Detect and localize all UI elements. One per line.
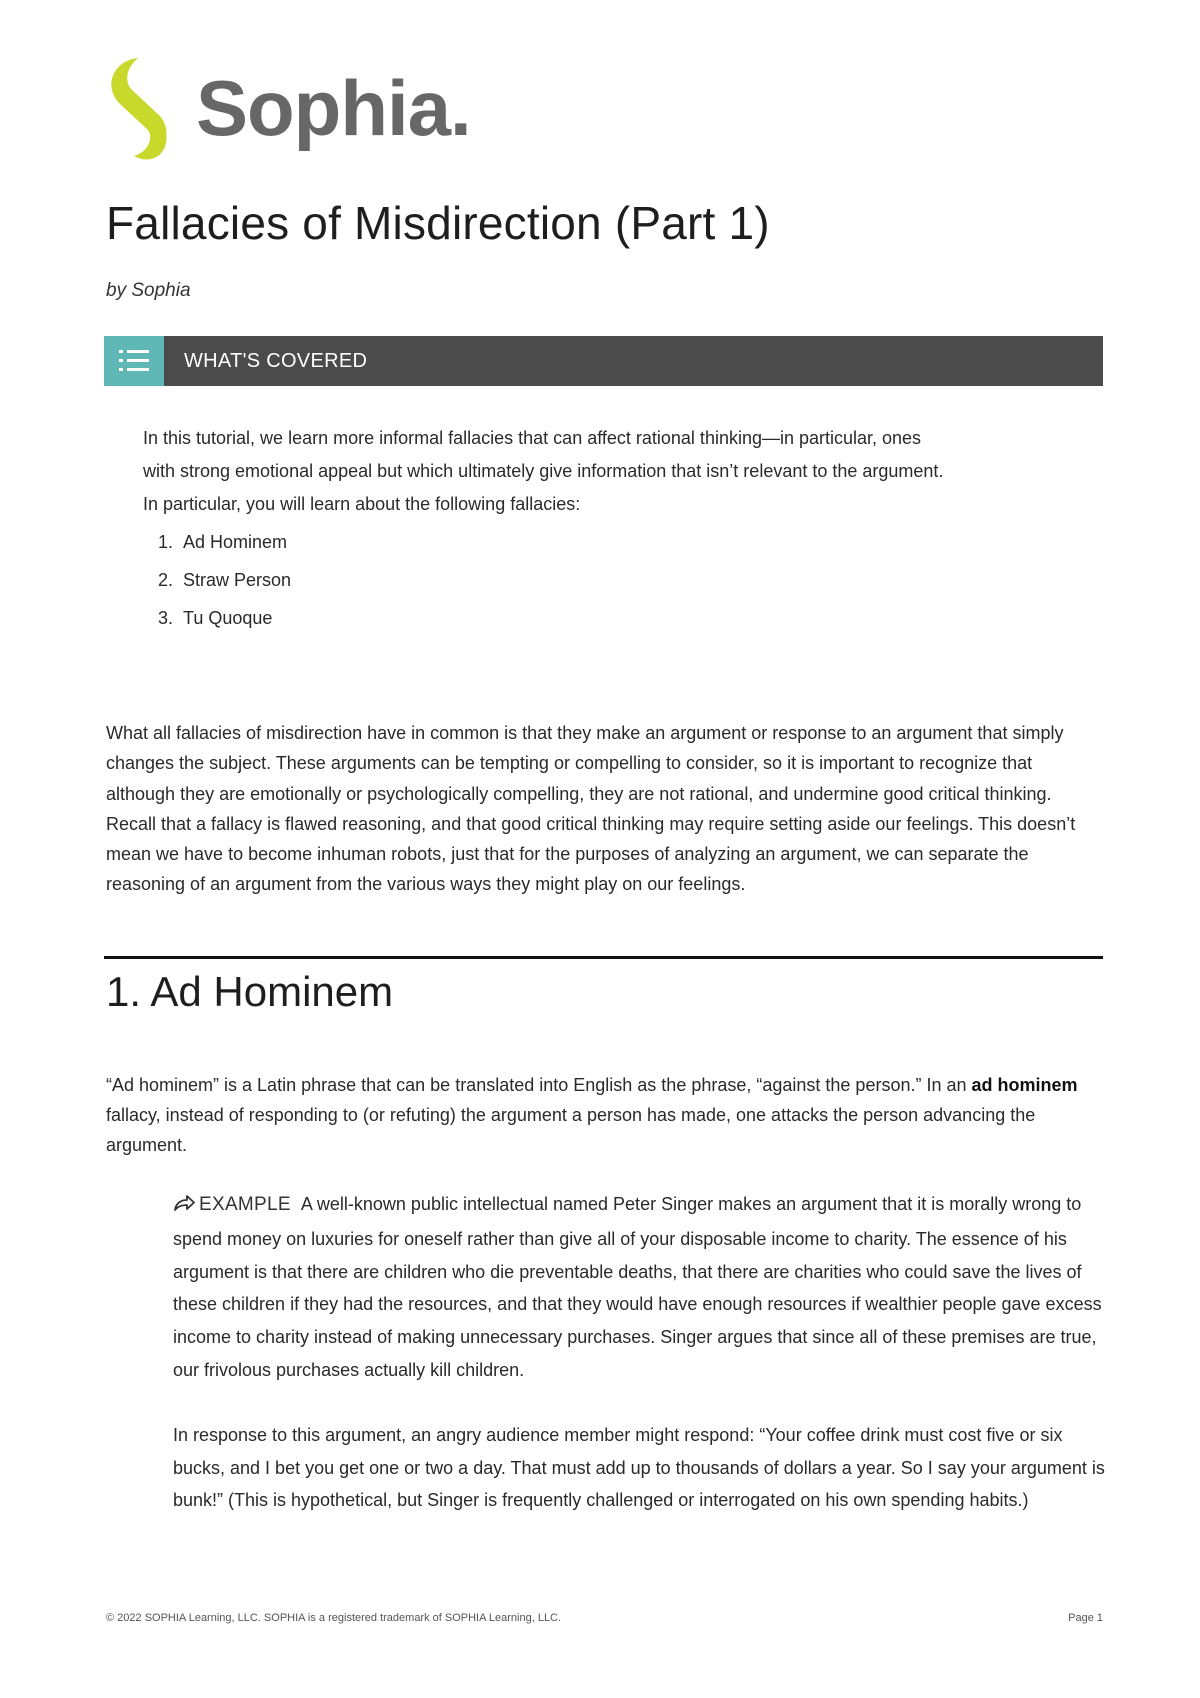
list-text: Straw Person <box>183 569 292 590</box>
share-arrow-icon <box>173 1190 195 1223</box>
intro-paragraph: What all fallacies of misdirection have in common is that they make an argument or response to an argument that simply changes the subject. These arguments can be tempting or compelling to consider, so it is important to recognize that although they are emotionally or psychologically compelling, they are not rational, and undermine good critical thinking. Recall that a fallacy is flawed reasoning, and that good critical thinking may require setting aside our feelings. This doesn’t mean we have to become inhuman robots, just that for the purposes of analyzing an argument, we can separate the reasoning of an argument from the various ways they might play on our feelings. <box>106 723 1076 895</box>
list-item <box>143 561 1083 599</box>
definition-text: fallacy, instead of responding to (or refuting) the argument a person has made, one attacks the person advancing the argument. <box>106 1105 1036 1155</box>
example-block <box>173 1188 1108 1517</box>
byline: by Sophia <box>106 280 191 301</box>
footer-copyright: © 2022 SOPHIA Learning, LLC. SOPHIA is a registered trademark of SOPHIA Learning, LLC. <box>106 1612 562 1624</box>
section-divider <box>104 956 1103 959</box>
list-item <box>143 599 1083 637</box>
fallacy-list <box>143 523 1083 637</box>
example-paragraph <box>173 1188 1108 1387</box>
example-tag: EXAMPLE <box>199 1194 291 1215</box>
list-text: Tu Quoque <box>183 607 273 628</box>
covered-intro-line: In this tutorial, we learn more informal fallacies that can affect rational thinking—in particular, ones <box>143 428 922 448</box>
list-icon <box>104 336 164 386</box>
example-text: A well-known public intellectual named Peter Singer makes an argument that it is morally wrong to spend money on luxuries for oneself rather than give all of your disposable income to charity. The essence of his argument is that there are children who die preventable deaths, that there are charities who could save the lives of these children if they had the resources, and that they would have enough resources if wealthier people gave excess income to charity instead of making unnecessary purchases. Singer argues that since all of these premises are true, our frivolous purchases actually kill children. <box>173 1194 1102 1380</box>
whats-covered-label: WHAT'S COVERED <box>184 349 368 372</box>
list-number: 2. <box>157 569 173 590</box>
whats-covered-body <box>143 422 1083 637</box>
list-number: 1. <box>157 531 173 552</box>
section-heading: 1. Ad Hominem <box>106 968 394 1015</box>
whats-covered-bar <box>104 336 1103 386</box>
list-number: 3. <box>157 607 173 628</box>
covered-intro-line: In particular, you will learn about the following fallacies: <box>143 494 581 514</box>
footer-page-number: Page 1 <box>1068 1612 1103 1624</box>
page-title: Fallacies of Misdirection (Part 1) <box>106 197 770 249</box>
list-text: Ad Hominem <box>183 531 288 552</box>
list-item <box>143 523 1083 561</box>
sophia-wordmark: Sophia. <box>196 64 471 152</box>
sophia-logo <box>104 56 524 164</box>
definition-text: “Ad hominem” is a Latin phrase that can be translated into English as the phrase, “against the person.” In an <box>106 1075 972 1095</box>
definition-paragraph <box>106 1070 1106 1160</box>
key-term: ad hominem <box>971 1075 1078 1095</box>
example-paragraph: In response to this argument, an angry audience member might respond: “Your coffee drink must cost five or six bucks, and I bet you get one or two a day. That must add up to thousands of dollars a year. So I say your argument is bunk!” (This is hypothetical, but Singer is frequently challenged or interrogated on his own spending habits.) <box>173 1424 1105 1511</box>
covered-intro-line: with strong emotional appeal but which ultimately give information that isn’t relevant to the argument. <box>143 461 944 481</box>
